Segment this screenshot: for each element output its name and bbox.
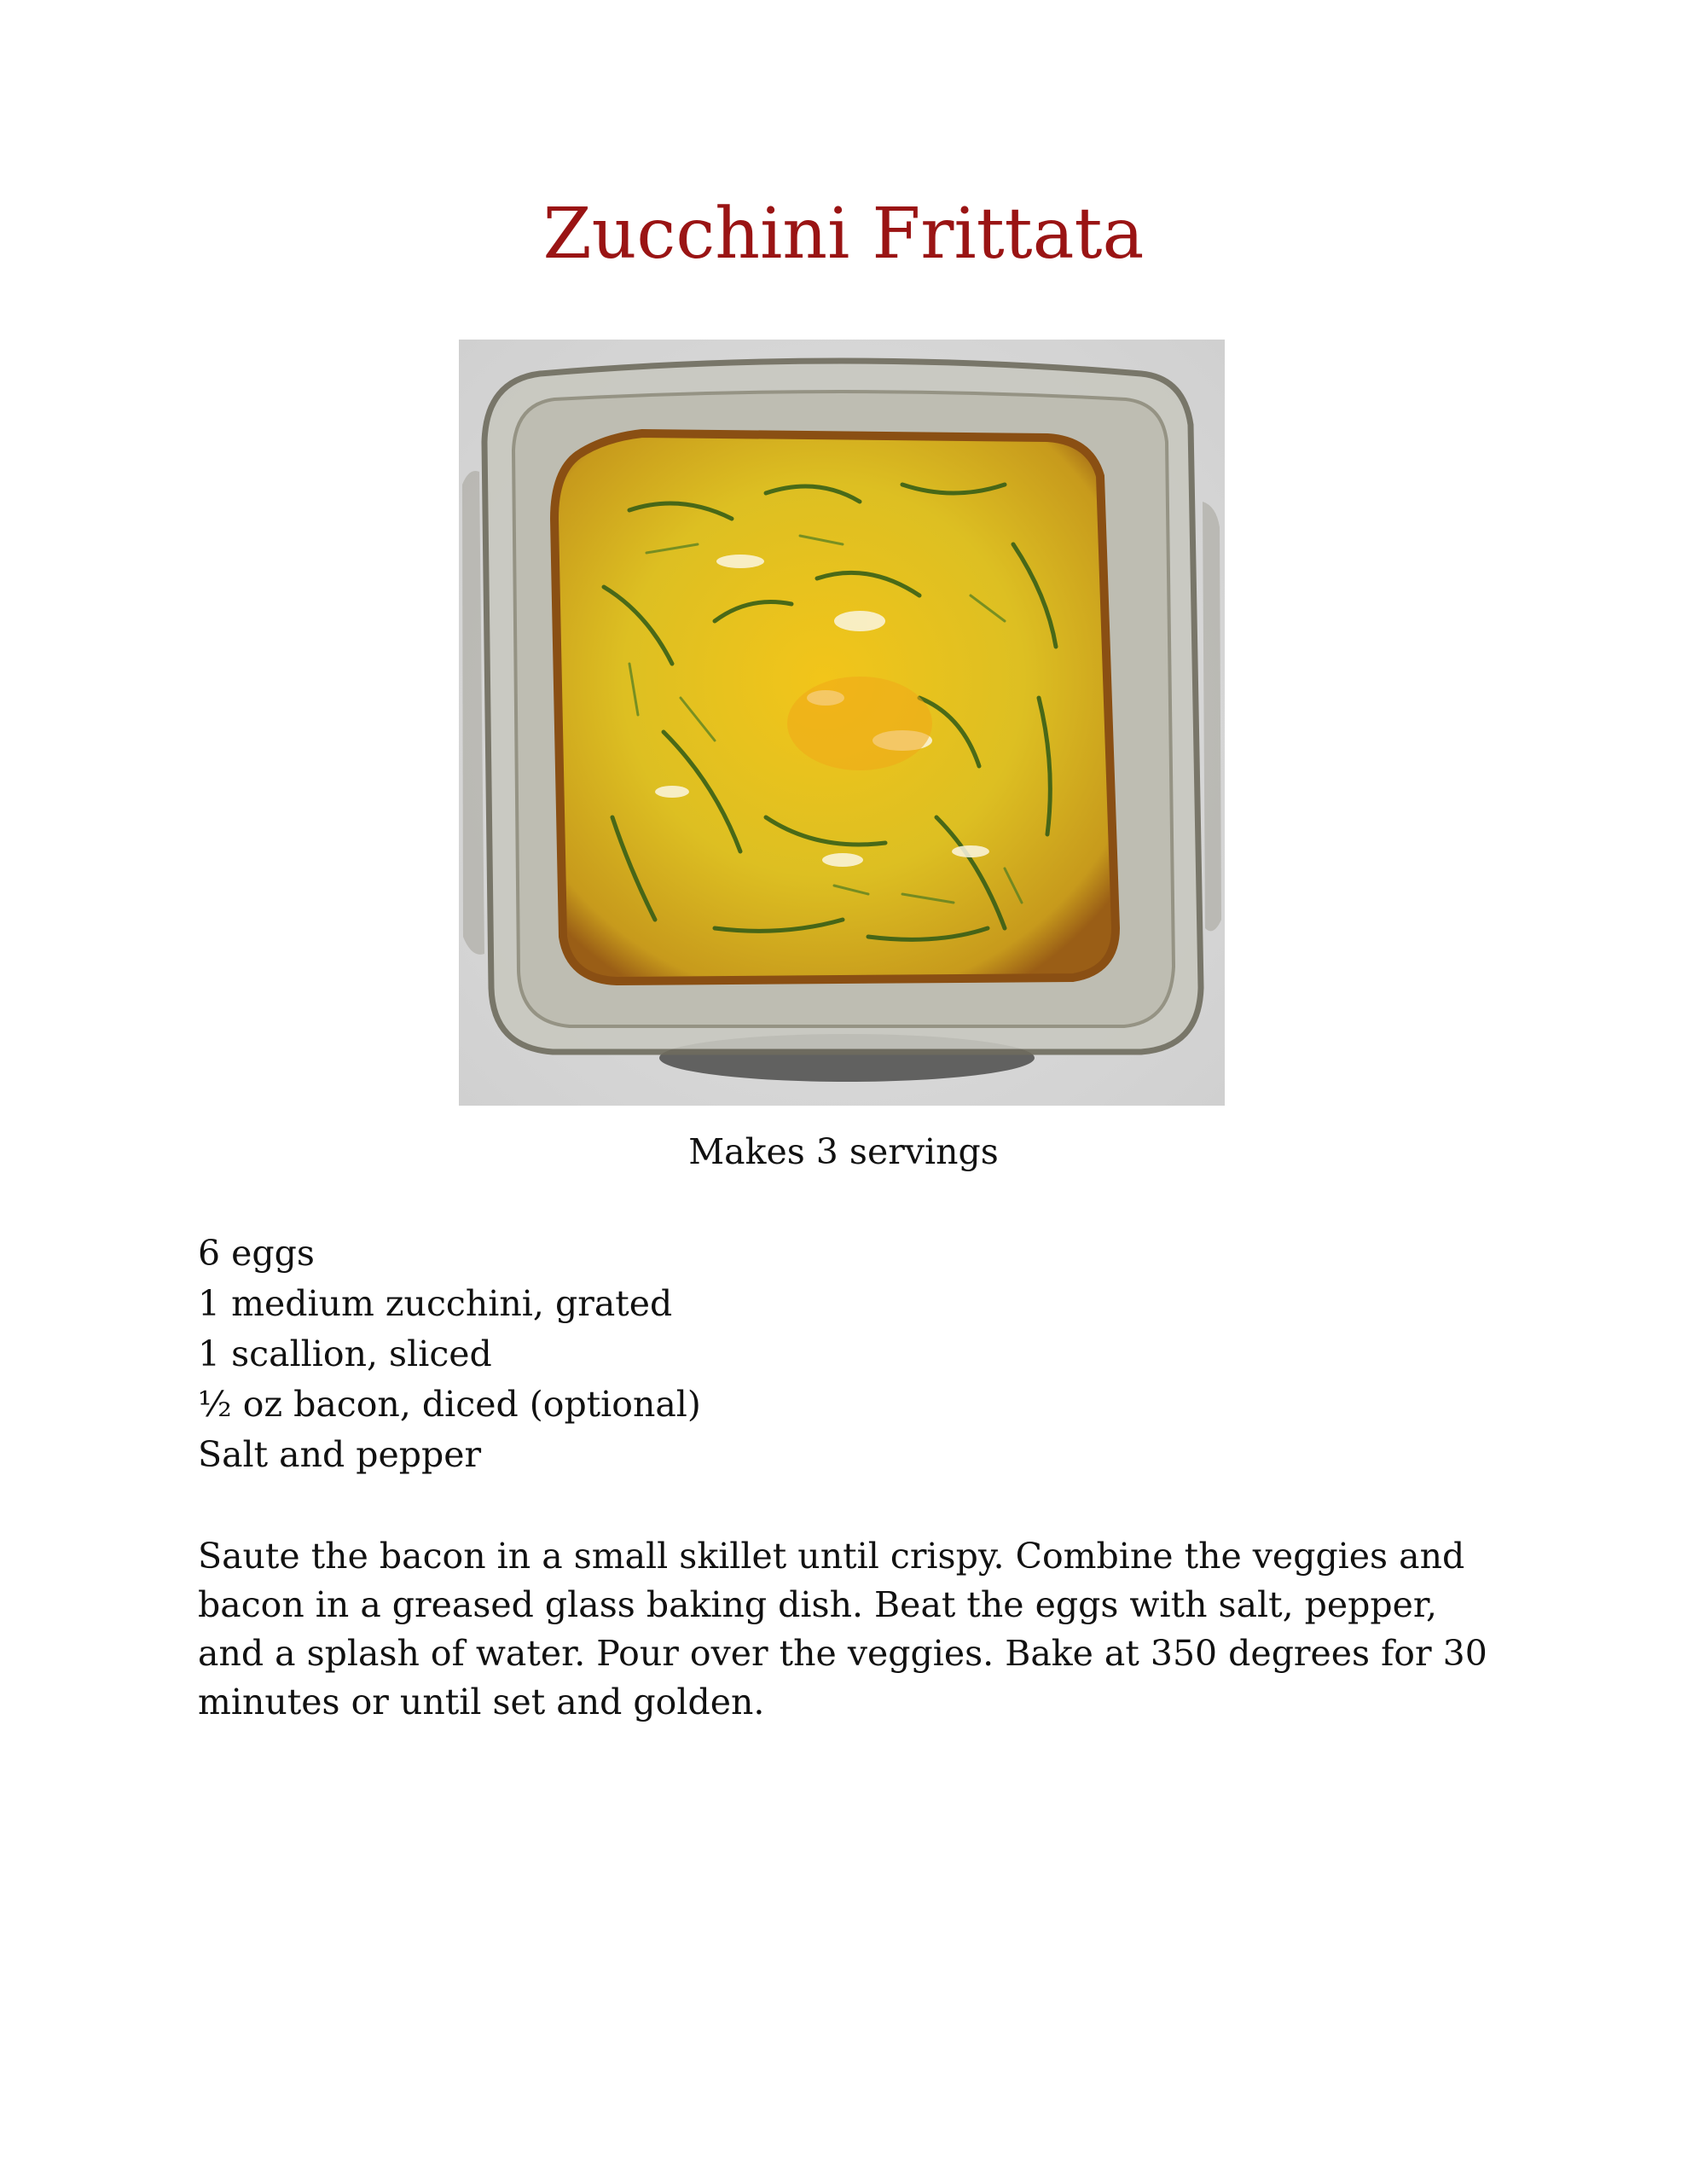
ingredient-item: 1 scallion, sliced xyxy=(198,1333,492,1374)
ingredient-item: ½ oz bacon, diced (optional) xyxy=(198,1384,701,1425)
ingredient-item: Salt and pepper xyxy=(198,1434,482,1475)
servings-note: Makes 3 servings xyxy=(688,1131,999,1172)
recipe-title: Zucchini Frittata xyxy=(542,194,1145,275)
instructions-paragraph: Saute the bacon in a small skillet until crispy. Combine the veggies and bacon in a greased glass baking dish. Beat the eggs with salt, pepper, and a splash of water. Pour over the veggies. Bake at 350 degrees for 30 minutes or until set and golden. xyxy=(198,1536,1487,1722)
ingredients-list xyxy=(198,1228,701,1480)
ingredient-item: 1 medium zucchini, grated xyxy=(198,1283,673,1324)
frittata-photo xyxy=(459,340,1225,1106)
ingredient-item: 6 eggs xyxy=(198,1233,315,1274)
